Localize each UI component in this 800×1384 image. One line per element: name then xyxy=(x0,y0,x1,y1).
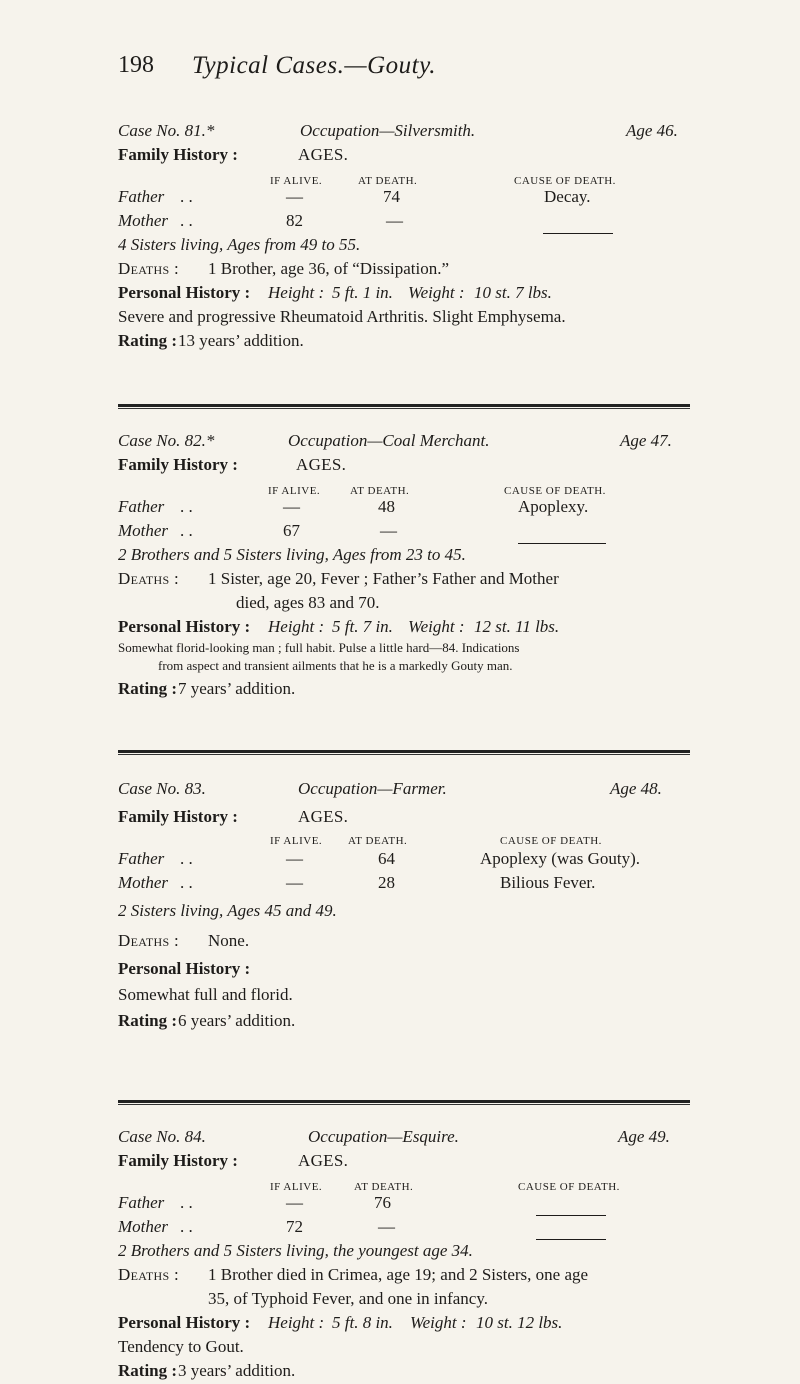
rating-label: Rating : xyxy=(118,331,178,350)
section-divider-thin xyxy=(118,754,690,755)
family-history-label: Family History : xyxy=(118,1151,238,1170)
case-82 xyxy=(118,430,698,702)
case-83 xyxy=(118,778,698,1034)
height-label: Height : xyxy=(268,617,325,636)
ages-heading: AGES. xyxy=(298,807,349,826)
rating-value: 7 years’ addition. xyxy=(178,679,296,698)
father-at-death: 64 xyxy=(378,849,395,868)
father-cause: Decay. xyxy=(544,187,591,206)
height-value: 5 ft. 7 in. xyxy=(332,617,393,636)
leader-dots: . . xyxy=(180,1217,193,1236)
father-label: Father xyxy=(118,849,165,868)
father-label: Father xyxy=(118,1193,165,1212)
at-death-heading: AT DEATH. xyxy=(358,175,418,187)
father-label: Father xyxy=(118,497,165,516)
age: Age 46. xyxy=(626,121,678,140)
leader-dots: . . xyxy=(180,521,193,540)
father-if-alive: — xyxy=(286,1193,303,1212)
if-alive-heading: IF ALIVE. xyxy=(268,485,321,497)
mother-if-alive: — xyxy=(286,873,303,892)
clinical-notes-line1: Somewhat florid-looking man ; full habit. Pulse a little hard—84. Indications xyxy=(118,640,520,655)
age: Age 49. xyxy=(618,1127,670,1146)
cause-of-death-heading: CAUSE OF DEATH. xyxy=(504,485,606,497)
age: Age 47. xyxy=(620,431,672,450)
deaths-text: 1 Brother, age 36, of “Dissipation.” xyxy=(208,259,450,278)
leader-dots: . . xyxy=(180,211,193,230)
father-if-alive: — xyxy=(286,849,303,868)
mother-if-alive: 67 xyxy=(283,521,300,540)
section-divider xyxy=(118,750,690,753)
mother-label: Mother xyxy=(118,521,169,540)
father-at-death: 76 xyxy=(374,1193,391,1212)
father-if-alive: — xyxy=(286,187,303,206)
deaths-label: Deaths : xyxy=(118,931,179,950)
siblings: 2 Brothers and 5 Sisters living, Ages from 23 to 45. xyxy=(118,545,466,564)
family-history-label: Family History : xyxy=(118,807,238,826)
cause-of-death-heading: CAUSE OF DEATH. xyxy=(500,835,602,847)
mother-if-alive: 82 xyxy=(286,211,303,230)
father-at-death: 74 xyxy=(383,187,400,206)
rating-label: Rating : xyxy=(118,1361,178,1380)
ages-heading: AGES. xyxy=(298,145,349,164)
at-death-heading: AT DEATH. xyxy=(348,835,408,847)
deaths-label: Deaths : xyxy=(118,1265,179,1284)
personal-history-label: Personal History : xyxy=(118,1313,251,1332)
case-84 xyxy=(118,1126,698,1384)
deaths-text-line1: 1 Sister, age 20, Fever ; Father’s Father and Mother xyxy=(208,569,559,588)
father-cause: Apoplexy (was Gouty). xyxy=(480,849,641,868)
siblings: 2 Brothers and 5 Sisters living, the youngest age 34. xyxy=(118,1241,473,1260)
occupation: Occupation—Esquire. xyxy=(308,1127,459,1146)
deaths-text-line1: 1 Brother died in Crimea, age 19; and 2 Sisters, one age xyxy=(208,1265,589,1284)
rating-value: 13 years’ addition. xyxy=(178,331,304,350)
siblings: 4 Sisters living, Ages from 49 to 55. xyxy=(118,235,361,254)
section-divider-thin xyxy=(118,408,690,409)
height-label: Height : xyxy=(268,283,325,302)
if-alive-heading: IF ALIVE. xyxy=(270,1181,323,1193)
personal-history-label: Personal History : xyxy=(118,283,251,302)
clinical-notes-line2: from aspect and transient ailments that he is a markedly Gouty man. xyxy=(158,658,513,673)
father-at-death: 48 xyxy=(378,497,395,516)
rating-label: Rating : xyxy=(118,1011,178,1030)
occupation: Occupation—Silversmith. xyxy=(300,121,476,140)
case-number: Case No. 84. xyxy=(118,1127,206,1146)
cause-of-death-heading: CAUSE OF DEATH. xyxy=(514,175,616,187)
section-divider xyxy=(118,404,690,407)
clinical-notes: Severe and progressive Rheumatoid Arthritis. Slight Emphysema. xyxy=(118,307,566,326)
personal-history-label: Personal History : xyxy=(118,959,251,978)
mother-label: Mother xyxy=(118,211,169,230)
mother-if-alive: 72 xyxy=(286,1217,303,1236)
occupation: Occupation—Farmer. xyxy=(298,779,447,798)
mother-at-death: — xyxy=(378,1217,395,1236)
occupation: Occupation—Coal Merchant. xyxy=(288,431,490,450)
weight-value: 12 st. 11 lbs. xyxy=(474,617,560,636)
if-alive-heading: IF ALIVE. xyxy=(270,175,323,187)
weight-value: 10 st. 12 lbs. xyxy=(476,1313,563,1332)
case-number: Case No. 81.* xyxy=(118,121,215,140)
personal-history-label: Personal History : xyxy=(118,617,251,636)
deaths-text-line2: 35, of Typhoid Fever, and one in infancy. xyxy=(208,1289,488,1308)
mother-cause: Bilious Fever. xyxy=(500,873,596,892)
height-label: Height : xyxy=(268,1313,325,1332)
mother-at-death: — xyxy=(386,211,403,230)
rating-value: 6 years’ addition. xyxy=(178,1011,296,1030)
section-divider-thin xyxy=(118,1104,690,1105)
deaths-label: Deaths : xyxy=(118,259,179,278)
at-death-heading: AT DEATH. xyxy=(354,1181,414,1193)
case-81 xyxy=(118,120,698,354)
family-history-label: Family History : xyxy=(118,455,238,474)
weight-value: 10 st. 7 lbs. xyxy=(474,283,552,302)
clinical-notes: Somewhat full and florid. xyxy=(118,985,293,1004)
father-cause: Apoplexy. xyxy=(518,497,589,516)
leader-dots: . . xyxy=(180,849,193,868)
father-label: Father xyxy=(118,187,165,206)
deaths-text-line2: died, ages 83 and 70. xyxy=(236,593,380,612)
section-divider xyxy=(118,1100,690,1103)
height-value: 5 ft. 1 in. xyxy=(332,283,393,302)
at-death-heading: AT DEATH. xyxy=(350,485,410,497)
leader-dots: . . xyxy=(180,873,193,892)
weight-label: Weight : xyxy=(410,1313,467,1332)
weight-label: Weight : xyxy=(408,617,465,636)
ages-heading: AGES. xyxy=(296,455,347,474)
mother-label: Mother xyxy=(118,873,169,892)
father-if-alive: — xyxy=(283,497,300,516)
weight-label: Weight : xyxy=(408,283,465,302)
deaths-text: None. xyxy=(208,931,250,950)
page-header xyxy=(118,52,678,92)
rating-value: 3 years’ addition. xyxy=(178,1361,296,1380)
page-number: 198 xyxy=(118,52,154,78)
height-value: 5 ft. 8 in. xyxy=(332,1313,393,1332)
leader-dots: . . xyxy=(180,497,193,516)
age: Age 48. xyxy=(610,779,662,798)
if-alive-heading: IF ALIVE. xyxy=(270,835,323,847)
running-title: Typical Cases.—Gouty. xyxy=(192,52,437,79)
leader-dots: . . xyxy=(180,187,193,206)
mother-at-death: — xyxy=(380,521,397,540)
ages-heading: AGES. xyxy=(298,1151,349,1170)
clinical-notes: Tendency to Gout. xyxy=(118,1337,244,1356)
case-number: Case No. 82.* xyxy=(118,431,215,450)
deaths-label: Deaths : xyxy=(118,569,179,588)
rating-label: Rating : xyxy=(118,679,178,698)
case-number: Case No. 83. xyxy=(118,779,206,798)
family-history-label: Family History : xyxy=(118,145,238,164)
leader-dots: . . xyxy=(180,1193,193,1212)
mother-at-death: 28 xyxy=(378,873,395,892)
cause-of-death-heading: CAUSE OF DEATH. xyxy=(518,1181,620,1193)
mother-label: Mother xyxy=(118,1217,169,1236)
siblings: 2 Sisters living, Ages 45 and 49. xyxy=(118,901,337,920)
